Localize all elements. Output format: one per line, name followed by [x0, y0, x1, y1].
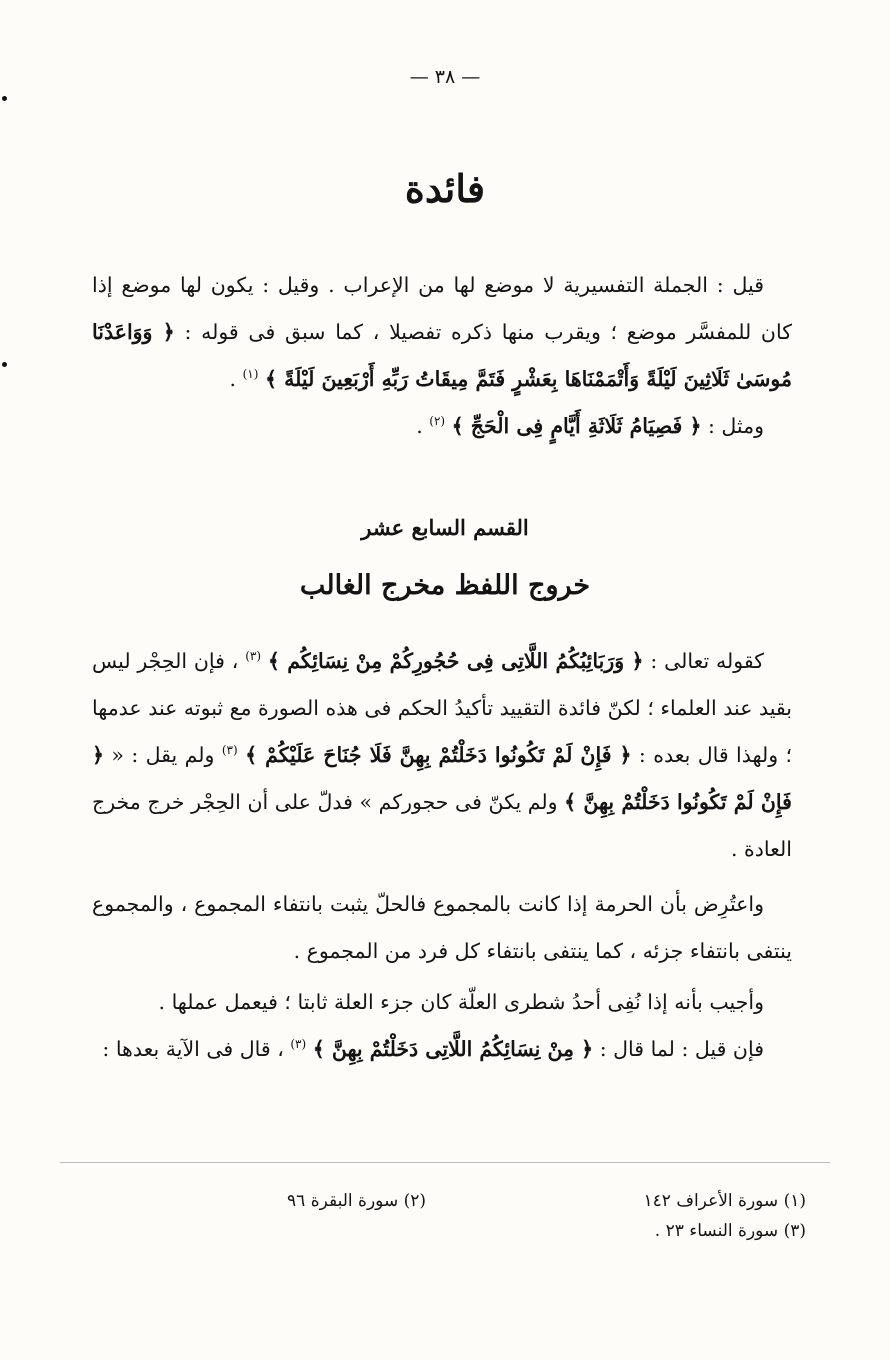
scan-mark — [2, 96, 7, 101]
footnote-2: (٢) سورة البقرة ٩٦ — [287, 1191, 426, 1211]
footnote-ref: (٢) — [429, 414, 446, 429]
quran-quote: ﴿ وَوَاعَدْنَا مُوسَىٰ ثَلَاثِينَ لَيْلَةً وَأَتْمَمْنَاهَا بِعَشْرٍ فَتَمَّ مِيقَاتُ رَبِّهِ أَرْبَعِينَ لَيْلَةً ﴾ — [92, 320, 792, 391]
paragraph-2 — [92, 403, 792, 450]
para3-text: ولم يقل : « — [104, 743, 222, 767]
para3-text: ولم يكنّ فى حجوركم » فدلّ على أن الحِجْر خرج مخرج العادة . — [92, 790, 792, 861]
footnote-ref: (٣) — [245, 649, 262, 664]
footnote-3: (٣) سورة النساء ٢٣ . — [654, 1221, 806, 1241]
section-title: القسم السابع عشر — [361, 515, 529, 540]
para6-text: فإن قيل : لما قال : — [593, 1037, 764, 1061]
quran-quote: ﴿ فَإِنْ لَمْ تَكُونُوا دَخَلْتُمْ بِهِنَّ فَلَا جُنَاحَ عَلَيْكُمْ ﴾ — [245, 743, 632, 767]
page-heading: فائدة — [404, 166, 486, 211]
para2-text: ومثل : — [701, 414, 764, 438]
page-number: — ٣٨ — — [409, 66, 481, 88]
para3-text: كقوله تعالى : — [643, 649, 764, 673]
main-block — [92, 638, 792, 1073]
paragraph-6 — [92, 1026, 792, 1073]
quran-quote: ﴿ فَصِيَامُ ثَلَاثَةِ أَيَّامٍ فِى الْحَجِّ ﴾ — [451, 414, 702, 438]
footnote-divider — [60, 1162, 830, 1163]
footnote-row — [86, 1186, 806, 1216]
punctuation: . — [229, 367, 237, 391]
footnote-ref: (١) — [242, 367, 259, 382]
para1-text: قيل : الجملة التفسيرية لا موضع لها من الإعراب . وقيل : يكون لها موضع إذا كان للمفسَّر موضع ؛ ويقرب منها ذكره تفصيلا ، كما سبق فى قوله : — [92, 273, 792, 344]
quran-quote: ﴿ فَإِنْ لَمْ تَكُونُوا دَخَلْتُمْ بِهِنَّ ﴾ — [92, 743, 792, 814]
scan-mark — [2, 362, 7, 367]
footnote-ref: (٣) — [221, 743, 238, 758]
intro-block — [92, 262, 792, 450]
paragraph-3 — [92, 638, 792, 873]
punctuation: . — [416, 414, 423, 438]
quran-quote: ﴿ مِنْ نِسَائِكُمُ اللَّاتِى دَخَلْتُمْ بِهِنَّ ﴾ — [312, 1037, 594, 1061]
paragraph-1 — [92, 262, 792, 403]
footnote-ref: (٣) — [290, 1037, 307, 1052]
para6-text: ، قال فى الآية بعدها : — [102, 1037, 291, 1061]
footnote-row — [86, 1216, 806, 1246]
quran-quote: ﴿ وَرَبَائِبُكُمُ اللَّاتِى فِى حُجُورِكُمْ مِنْ نِسَائِكُم ﴾ — [267, 649, 644, 673]
para3-text: ، فإن الحِجْر ليس بقيد عند العلماء ؛ لكنّ فائدة التقييد تأكيدُ الحكم فى هذه الصورة مع ثبوته عند عدمها ؛ ولهذا قال بعده : — [92, 649, 793, 767]
paragraph-5: وأجيب بأنه إذا نُفِى أحدُ شطرى العلّة كان جزء العلة ثابتا ؛ فيعمل عملها . — [158, 990, 764, 1014]
section-subtitle: خروج اللفظ مخرج الغالب — [299, 570, 591, 601]
footnotes — [86, 1186, 806, 1246]
paragraph-4: واعتُرِض بأن الحرمة إذا كانت بالمجموع فالحلّ يثبت بانتفاء المجموع ، والمجموع ينتفى بانتفاء جزئه ، كما ينتفى بانتفاء كل فرد من المجموع . — [92, 892, 792, 963]
footnote-1: (١) سورة الأعراف ١٤٢ — [643, 1191, 806, 1211]
